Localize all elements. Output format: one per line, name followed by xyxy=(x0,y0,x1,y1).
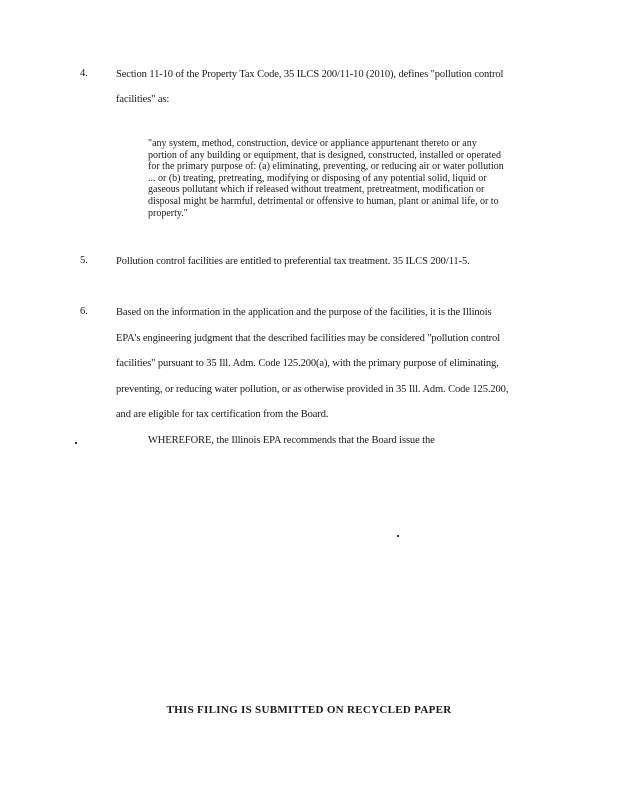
quote-line: ... or (b) treating, pretreating, modifying or disposing of any potential solid, liquid or xyxy=(148,172,487,184)
paragraph-6-line-4: preventing, or reducing water pollution, or as otherwise provided in 35 Ill. Adm. Code 125.200, xyxy=(116,384,509,395)
paragraph-6-number: 6. xyxy=(80,306,88,317)
scan-speck xyxy=(75,442,77,444)
quote-line: disposal might be harmful, detrimental or offensive to human, plant or animal life, or to xyxy=(148,195,499,207)
quote-line: gaseous pollutant which if released without treatment, pretreatment, modification or xyxy=(148,184,485,196)
paragraph-6-line-3: facilities" pursuant to 35 Ill. Adm. Code 125.200(a), with the primary purpose of eliminating, xyxy=(116,358,499,369)
recycled-paper-footer: THIS FILING IS SUBMITTED ON RECYCLED PAPER xyxy=(166,704,452,716)
paragraph-6-line-1: Based on the information in the application and the purpose of the facilities, it is the Illinois xyxy=(116,307,492,318)
wherefore-clause: WHEREFORE, the Illinois EPA recommends that the Board issue the xyxy=(148,435,435,446)
quote-line: property." xyxy=(148,207,188,219)
paragraph-4-number: 4. xyxy=(80,68,88,79)
paragraph-5-line-1: Pollution control facilities are entitled to preferential tax treatment. 35 ILCS 200/11-5. xyxy=(116,256,470,267)
quote-line: portion of any building or equipment, that is designed, constructed, installed or operated xyxy=(148,149,501,161)
block-quote xyxy=(148,138,543,219)
quote-line: for the primary purpose of: (a) eliminating, preventing, or reducing air or water pollution xyxy=(148,161,504,173)
paragraph-6-line-2: EPA's engineering judgment that the described facilities may be considered "pollution control xyxy=(116,333,501,344)
paragraph-6-line-5: and are eligible for tax certification from the Board. xyxy=(116,409,329,420)
paragraph-4-line-2: facilities" as: xyxy=(116,94,170,105)
paragraph-4-line-1: Section 11-10 of the Property Tax Code, 35 ILCS 200/11-10 (2010), defines "pollution control xyxy=(116,69,504,80)
quote-line: "any system, method, construction, device or appliance appurtenant thereto or any xyxy=(148,138,477,149)
paragraph-5-number: 5. xyxy=(80,255,88,266)
scan-speck xyxy=(397,535,399,537)
